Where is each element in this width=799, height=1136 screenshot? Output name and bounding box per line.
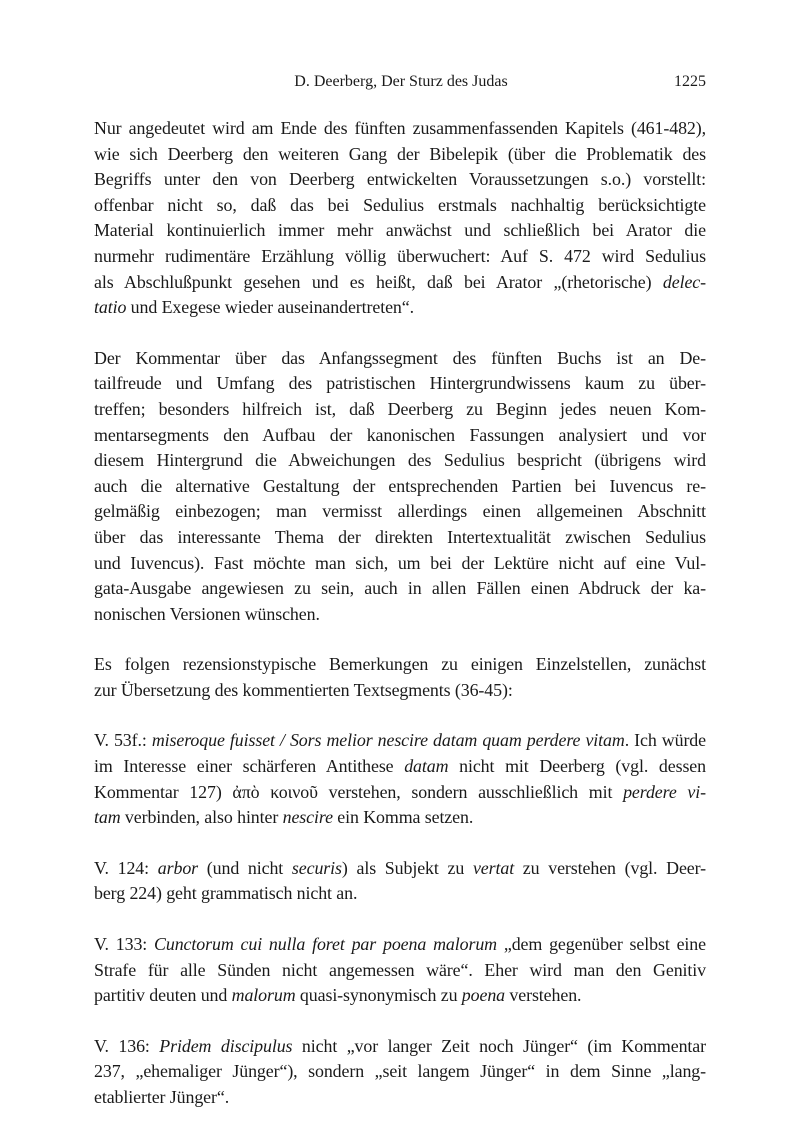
text-line: gata-Ausgabe angewiesen zu sein, auch in allen Fällen einen Abdruck der ka- [94,578,706,599]
text-line: zur Übersetzung des kommentierten Textsegments (36-45): [94,679,513,700]
text-line [94,728,706,754]
text-line: wie sich Deerberg den weiteren Gang der Bibelepik (über die Problematik des [94,143,706,164]
text-line: diesem Hintergrund die Abweichungen des Sedulius bespricht (übrigens wird [94,450,706,471]
text-line: 237, „ehemaliger Jünger“), sondern „seit langem Jünger“ in dem Sinne „lang- [94,1061,706,1082]
text-run: partitiv deuten und [94,985,232,1006]
text-run: V. 133: [94,934,155,955]
text-run: ein Komma setzen. [332,807,474,828]
text-line: gelmäßig einbezogen; man vermisst allerdings einen allgemeinen Abschnitt [94,501,706,522]
text-line [94,805,706,831]
text-line: mentarsegments den Aufbau der kanonischen Fassungen analysiert und vor [94,424,706,445]
italic-run: arbor [157,857,199,878]
text-line: etablierter Jünger“. [94,1087,230,1107]
text-line [94,1034,706,1060]
italic-run: poena [461,985,506,1006]
italic-run: tatio [94,297,127,318]
italic-run: perdere vi- [623,781,706,802]
running-title: D. Deerberg, Der Sturz des Judas [294,73,508,90]
text-line [94,754,706,780]
text-line [94,295,706,321]
paragraph-2 [94,346,706,628]
italic-run: malorum [231,985,296,1006]
italic-run: tam [94,807,121,828]
text-line [94,932,706,958]
paragraph-3 [94,652,706,703]
text-run: im Interesse einer schärferen Antithese [94,756,405,777]
text-run: ) als Subjekt zu [341,857,473,878]
text-line: treffen; besonders hilfreich ist, daß Deerberg zu Beginn jedes neuen Kom- [94,398,706,419]
text-run: . Ich würde [624,730,706,751]
paragraph-4 [94,728,706,830]
italic-run: securis [291,857,342,878]
italic-run: nescire [282,807,333,828]
text-line [94,270,706,296]
text-line [94,780,706,806]
text-run: und Exegese wieder auseinandertreten“. [126,297,414,318]
text-run: „dem gegenüber selbst eine [497,934,706,955]
text-line: auch die alternative Gestaltung der entsprechenden Partien bei Iuvencus re- [94,475,706,496]
text-run: V. 136: [94,1035,160,1056]
text-line [94,983,706,1009]
italic-run: vertat [472,857,515,878]
text-run: verbinden, also hinter [120,807,283,828]
document-body [94,116,706,1136]
text-line: und Iuvencus). Fast möchte man sich, um bei der Lektüre nicht auf eine Vul- [94,552,706,573]
text-line: offenbar nicht so, daß das bei Sedulius erstmals nachhaltig berücksichtigte [94,194,706,215]
paragraph-1 [94,116,706,321]
text-run: V. 53f.: [94,730,152,751]
paragraph-5 [94,856,706,907]
italic-run: Cunctorum cui nulla foret par poena malorum [154,934,497,955]
page-number: 1225 [674,73,706,90]
paragraph-7 [94,1034,706,1111]
italic-run: Pridem discipulus [159,1035,293,1056]
text-run: nicht „vor langer Zeit noch Jünger“ (im Kommentar [292,1035,706,1056]
text-line: Es folgen rezensionstypische Bemerkungen zu einigen Einzelstellen, zunächst [94,654,706,675]
text-run: verstehen. [505,985,582,1006]
italic-run: miseroque fuisset / Sors melior nescire datam quam perdere vitam [151,730,625,751]
paragraph-6 [94,932,706,1009]
text-line: nonischen Versionen wünschen. [94,603,320,624]
text-line: Strafe für alle Sünden nicht angemessen wäre“. Eher wird man den Genitiv [94,959,706,980]
text-run: V. 124: [94,857,158,878]
text-run: nicht mit Deerberg (vgl. dessen [448,756,706,777]
text-line: nurmehr rudimentäre Erzählung völlig überwuchert: Auf S. 472 wird Sedulius [94,245,706,266]
text-line: berg 224) geht grammatisch nicht an. [94,883,358,904]
text-run: als Abschlußpunkt gesehen und es heißt, daß bei Arator „(rhetorische) [94,271,663,292]
text-line: über das interessante Thema der direkten Intertextualität zwischen Sedulius [94,526,706,547]
text-run: Kommentar 127) ἀπὸ κοινοῦ verstehen, sondern ausschließlich mit [94,781,624,802]
text-line: tailfreude und Umfang des patristischen Hintergrundwissens kaum zu über- [94,373,706,394]
italic-run: delec- [662,271,706,292]
text-line: Nur angedeutet wird am Ende des fünften zusammenfassenden Kapitels (461-482), [94,118,706,138]
text-line [94,856,706,882]
text-run: quasi-synonymisch zu [295,985,462,1006]
text-run: zu verstehen (vgl. Deer- [514,857,706,878]
text-run: (und nicht [198,857,292,878]
text-line: Der Kommentar über das Anfangssegment des fünften Buchs ist an De- [94,347,706,368]
italic-run: datam [404,756,449,777]
text-line: Begriffs unter den von Deerberg entwickelten Voraussetzungen s.o.) vorstellt: [94,169,706,190]
text-line: Material kontinuierlich immer mehr anwächst und schließlich bei Arator die [94,220,706,241]
page-header [96,73,706,95]
